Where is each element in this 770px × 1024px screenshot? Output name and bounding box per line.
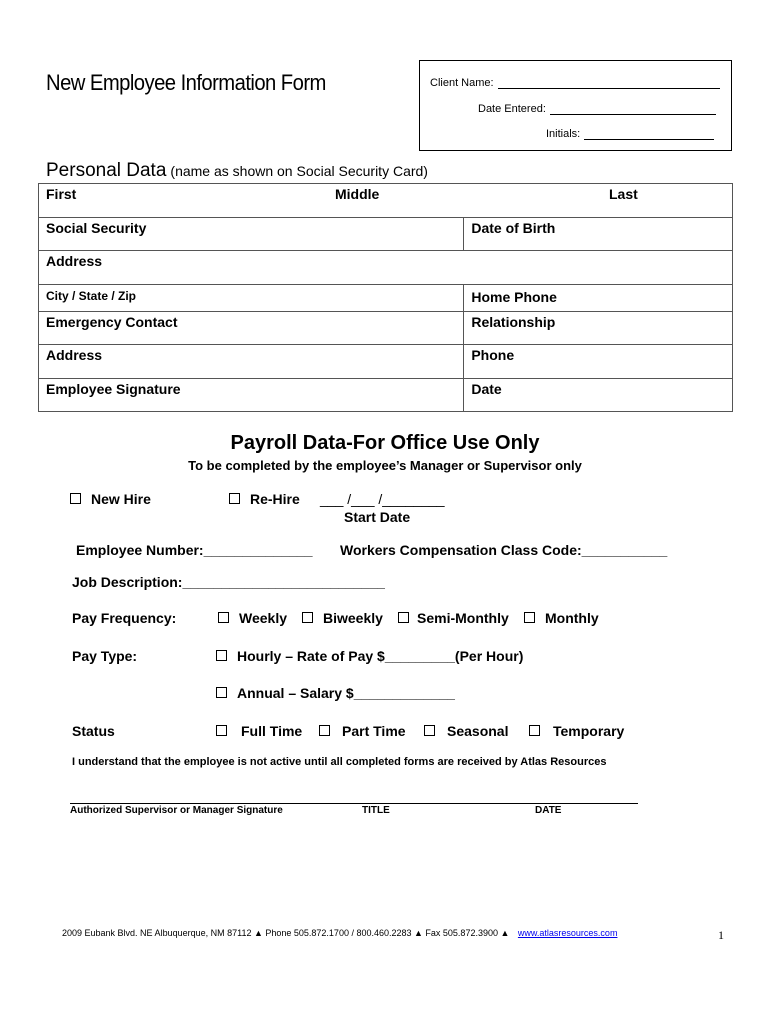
pay-type-label: Pay Type: (72, 648, 138, 664)
emergency-address-cell[interactable] (39, 345, 464, 379)
date-of-birth-label: Date of Birth (471, 220, 556, 236)
hourly-checkbox[interactable] (216, 650, 227, 661)
pay-frequency-label: Pay Frequency: (72, 610, 177, 626)
start-date-label: Start Date (344, 509, 411, 525)
supervisor-signature-label: Authorized Supervisor or Manager Signature (70, 805, 283, 816)
status-seasonal[interactable] (424, 723, 508, 739)
pay-type-hourly[interactable] (216, 648, 523, 664)
phone-label: Phone (471, 347, 515, 363)
city-state-zip-cell[interactable] (39, 285, 464, 312)
new-hire-label: New Hire (91, 491, 151, 507)
client-name-field[interactable] (498, 77, 720, 89)
job-description-field[interactable]: Job Description:__________________________ (72, 574, 385, 590)
initials-field[interactable] (584, 128, 714, 140)
personal-data-heading (46, 160, 428, 182)
weekly-checkbox[interactable] (218, 612, 229, 623)
status-label: Status (72, 723, 115, 739)
pay-frequency-semimonthly[interactable] (398, 610, 509, 626)
re-hire-checkbox[interactable] (229, 493, 240, 504)
initials-label: Initials: (546, 128, 581, 140)
middle-label: Middle (335, 186, 380, 202)
payroll-title: Payroll Data-For Office Use Only (230, 432, 540, 454)
website-link[interactable]: www.atlasresources.com (517, 928, 618, 938)
monthly-checkbox[interactable] (524, 612, 535, 623)
payroll-subtitle: To be completed by the employee’s Manager or Supervisor only (188, 458, 582, 473)
pay-frequency-biweekly[interactable] (302, 610, 383, 626)
date-entered-field[interactable] (550, 103, 716, 115)
re-hire-label: Re-Hire (250, 491, 300, 507)
emergency-contact-label: Emergency Contact (46, 314, 178, 330)
monthly-label: Monthly (545, 610, 599, 626)
full-time-checkbox[interactable] (216, 725, 227, 736)
first-label: First (46, 186, 77, 202)
emergency-contact-cell[interactable] (39, 312, 464, 345)
annual-label: Annual – Salary $_____________ (237, 685, 455, 701)
client-info-box (419, 60, 732, 151)
personal-data-table (38, 183, 733, 412)
page-title: New Employee Information Form (46, 70, 326, 95)
home-phone-label: Home Phone (471, 289, 557, 305)
social-security-label: Social Security (46, 220, 147, 236)
pay-frequency-monthly[interactable] (524, 610, 599, 626)
employee-signature-label: Employee Signature (46, 381, 181, 397)
pay-type-annual[interactable] (216, 685, 455, 701)
emergency-address-label: Address (46, 347, 103, 363)
last-label: Last (609, 186, 638, 202)
supervisor-signature-line[interactable] (70, 803, 638, 804)
date-of-birth-cell[interactable] (464, 218, 733, 251)
seasonal-label: Seasonal (447, 723, 509, 739)
page-number: 1 (718, 928, 724, 942)
new-hire-checkbox[interactable] (70, 493, 81, 504)
hourly-label: Hourly – Rate of Pay $_________(Per Hour) (237, 648, 524, 664)
title-label: TITLE (362, 805, 390, 816)
status-temporary[interactable] (529, 723, 624, 739)
social-security-cell[interactable] (39, 218, 464, 251)
workers-comp-field[interactable]: Workers Compensation Class Code:___________ (340, 542, 668, 558)
signature-date-label: Date (471, 381, 502, 397)
footer-address: 2009 Eubank Blvd. NE Albuquerque, NM 87112 ▲ Phone 505.872.1700 / 800.460.2283 ▲ Fax 505.872.3900 ▲ (62, 928, 510, 938)
biweekly-checkbox[interactable] (302, 612, 313, 623)
full-time-label: Full Time (241, 723, 303, 739)
home-phone-cell[interactable] (464, 285, 733, 312)
weekly-label: Weekly (239, 610, 287, 626)
new-hire-option[interactable] (70, 491, 151, 507)
phone-cell[interactable] (464, 345, 733, 379)
start-date-field[interactable]: ___ /___ /________ (320, 491, 445, 507)
temporary-checkbox[interactable] (529, 725, 540, 736)
address-label: Address (46, 253, 103, 269)
re-hire-option[interactable] (229, 491, 300, 507)
part-time-label: Part Time (342, 723, 406, 739)
relationship-cell[interactable] (464, 312, 733, 345)
semimonthly-label: Semi-Monthly (417, 610, 509, 626)
biweekly-label: Biweekly (323, 610, 383, 626)
acknowledgement-text: I understand that the employee is not active until all completed forms are received by Atlas Resources (72, 756, 607, 768)
status-full-time[interactable] (216, 723, 302, 739)
footer-contact (62, 928, 617, 938)
semimonthly-checkbox[interactable] (398, 612, 409, 623)
seasonal-checkbox[interactable] (424, 725, 435, 736)
pay-frequency-weekly[interactable] (218, 610, 287, 626)
temporary-label: Temporary (553, 723, 625, 739)
signature-date-cell[interactable] (464, 379, 733, 412)
date-label: DATE (535, 805, 562, 816)
annual-checkbox[interactable] (216, 687, 227, 698)
status-part-time[interactable] (319, 723, 406, 739)
personal-data-title: Personal Data (46, 160, 167, 181)
part-time-checkbox[interactable] (319, 725, 330, 736)
employee-signature-cell[interactable] (39, 379, 464, 412)
personal-data-note: (name as shown on Social Security Card) (170, 163, 428, 179)
relationship-label: Relationship (471, 314, 556, 330)
address-cell[interactable] (39, 251, 733, 285)
city-state-zip-label: City / State / Zip (46, 289, 137, 303)
employee-number-field[interactable]: Employee Number:______________ (76, 542, 313, 558)
date-entered-label: Date Entered: (478, 103, 546, 115)
name-row[interactable] (39, 184, 733, 218)
client-name-label: Client Name: (430, 77, 494, 89)
